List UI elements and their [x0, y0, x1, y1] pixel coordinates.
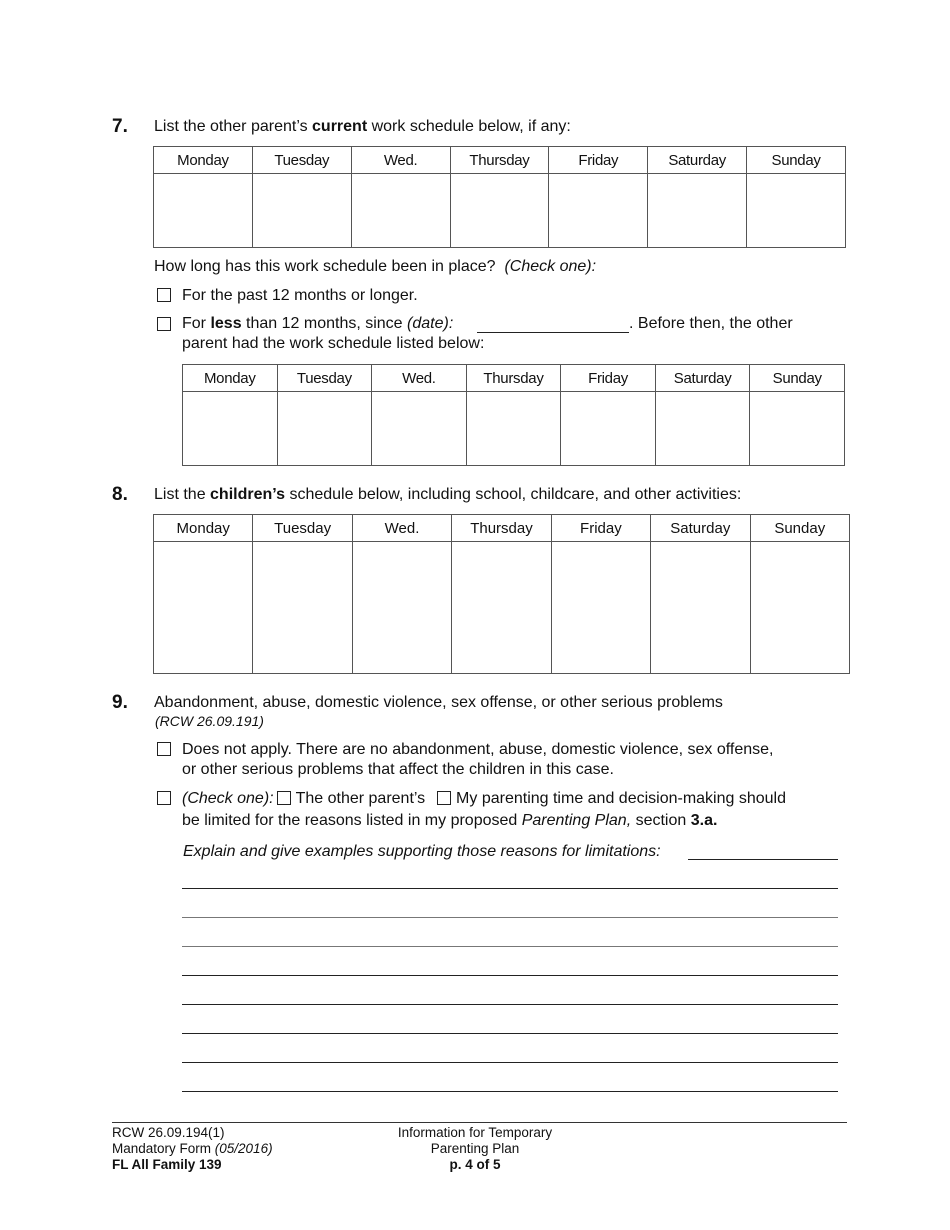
section-7-number: 7. [112, 116, 128, 137]
day-header: Tuesday [252, 147, 351, 174]
schedule-cell[interactable] [154, 174, 253, 248]
day-header: Tuesday [277, 365, 372, 392]
schedule-cell[interactable] [651, 542, 750, 674]
schedule-cell[interactable] [352, 542, 451, 674]
other-parent-choice-checkbox[interactable] [277, 791, 291, 805]
schedule-cell[interactable] [154, 542, 253, 674]
explain-answer-line[interactable] [182, 1091, 838, 1092]
day-header: Friday [551, 515, 650, 542]
limitations-label-line2: be limited for the reasons listed in my proposed Parenting Plan, section 3.a. [182, 812, 718, 829]
less-than-12-months-label-cont: . Before then, the other [629, 315, 793, 332]
schedule-cell[interactable] [551, 542, 650, 674]
explain-answer-line[interactable] [182, 946, 838, 947]
schedule-cell[interactable] [452, 542, 551, 674]
schedule-cell[interactable] [351, 174, 450, 248]
footer-page-number: p. 4 of 5 [449, 1157, 501, 1172]
schedule-cell[interactable] [747, 174, 846, 248]
past-12-months-label: For the past 12 months or longer. [182, 287, 418, 304]
day-header: Sunday [750, 515, 849, 542]
schedule-cell[interactable] [253, 542, 352, 674]
day-header: Sunday [750, 365, 845, 392]
section-7-intro: List the other parent’s current work schedule below, if any: [154, 118, 571, 135]
less-than-12-months-label: For less than 12 months, since (date): [182, 315, 454, 332]
day-header: Saturday [648, 147, 747, 174]
children-schedule-table [153, 514, 850, 674]
day-header: Saturday [651, 515, 750, 542]
day-header: Wed. [352, 515, 451, 542]
schedule-cell[interactable] [372, 392, 467, 466]
day-header: Wed. [351, 147, 450, 174]
day-header: Tuesday [253, 515, 352, 542]
schedule-cell[interactable] [183, 392, 278, 466]
section-8-number: 8. [112, 484, 128, 505]
day-header: Monday [154, 515, 253, 542]
day-header: Saturday [655, 365, 750, 392]
does-not-apply-label: Does not apply. There are no abandonment, abuse, domestic violence, sex offense, [182, 741, 774, 758]
explain-answer-line[interactable] [182, 1004, 838, 1005]
schedule-cell[interactable] [750, 542, 849, 674]
section-9-title: Abandonment, abuse, domestic violence, sex offense, or other serious problems [154, 694, 723, 711]
limitations-checkbox[interactable] [157, 791, 171, 805]
schedule-cell[interactable] [466, 392, 561, 466]
footer-form-id: FL All Family 139 [112, 1157, 222, 1172]
schedule-cell[interactable] [648, 174, 747, 248]
other-parent-prior-schedule-table [182, 364, 845, 466]
explain-answer-line[interactable] [688, 859, 838, 860]
explain-answer-line[interactable] [182, 1033, 838, 1034]
schedule-cell[interactable] [277, 392, 372, 466]
other-parent-current-schedule-table [153, 146, 846, 248]
day-header: Monday [154, 147, 253, 174]
footer-form-title: Information for Temporary [397, 1125, 553, 1140]
less-than-12-months-label-line2: parent had the work schedule listed below: [182, 335, 485, 352]
footer-statute: RCW 26.09.194(1) [112, 1125, 225, 1140]
section-8-intro: List the children’s schedule below, including school, childcare, and other activities: [154, 486, 742, 503]
schedule-cell[interactable] [450, 174, 549, 248]
explain-answer-line[interactable] [182, 917, 838, 918]
section-9-number: 9. [112, 692, 128, 713]
day-header: Friday [549, 147, 648, 174]
past-12-months-checkbox[interactable] [157, 288, 171, 302]
schedule-duration-question: How long has this work schedule been in place? (Check one): [154, 258, 597, 275]
explain-answer-line[interactable] [182, 975, 838, 976]
explain-answer-line[interactable] [182, 1062, 838, 1063]
schedule-cell[interactable] [561, 392, 656, 466]
schedule-cell[interactable] [549, 174, 648, 248]
day-header: Wed. [372, 365, 467, 392]
footer-form-title-line2: Parenting Plan [430, 1141, 520, 1156]
day-header: Sunday [747, 147, 846, 174]
schedule-cell[interactable] [750, 392, 845, 466]
section-9-citation: (RCW 26.09.191) [155, 713, 264, 729]
explain-prompt: Explain and give examples supporting those reasons for limitations: [183, 843, 661, 860]
day-header: Thursday [450, 147, 549, 174]
schedule-cell[interactable] [655, 392, 750, 466]
explain-answer-line[interactable] [182, 888, 838, 889]
less-than-12-months-checkbox[interactable] [157, 317, 171, 331]
footer-rule [112, 1122, 847, 1123]
day-header: Thursday [452, 515, 551, 542]
does-not-apply-checkbox[interactable] [157, 742, 171, 756]
does-not-apply-label-line2: or other serious problems that affect the children in this case. [182, 761, 614, 778]
limitations-label: (Check one): The other parent’s My parenting time and decision-making should [182, 790, 786, 807]
footer-left [112, 1125, 273, 1173]
footer-center [360, 1125, 590, 1173]
day-header: Thursday [466, 365, 561, 392]
since-date-input-line[interactable] [477, 332, 629, 333]
footer-form-status: Mandatory Form (05/2016) [112, 1141, 273, 1156]
day-header: Friday [561, 365, 656, 392]
my-choice-checkbox[interactable] [437, 791, 451, 805]
day-header: Monday [183, 365, 278, 392]
schedule-cell[interactable] [252, 174, 351, 248]
